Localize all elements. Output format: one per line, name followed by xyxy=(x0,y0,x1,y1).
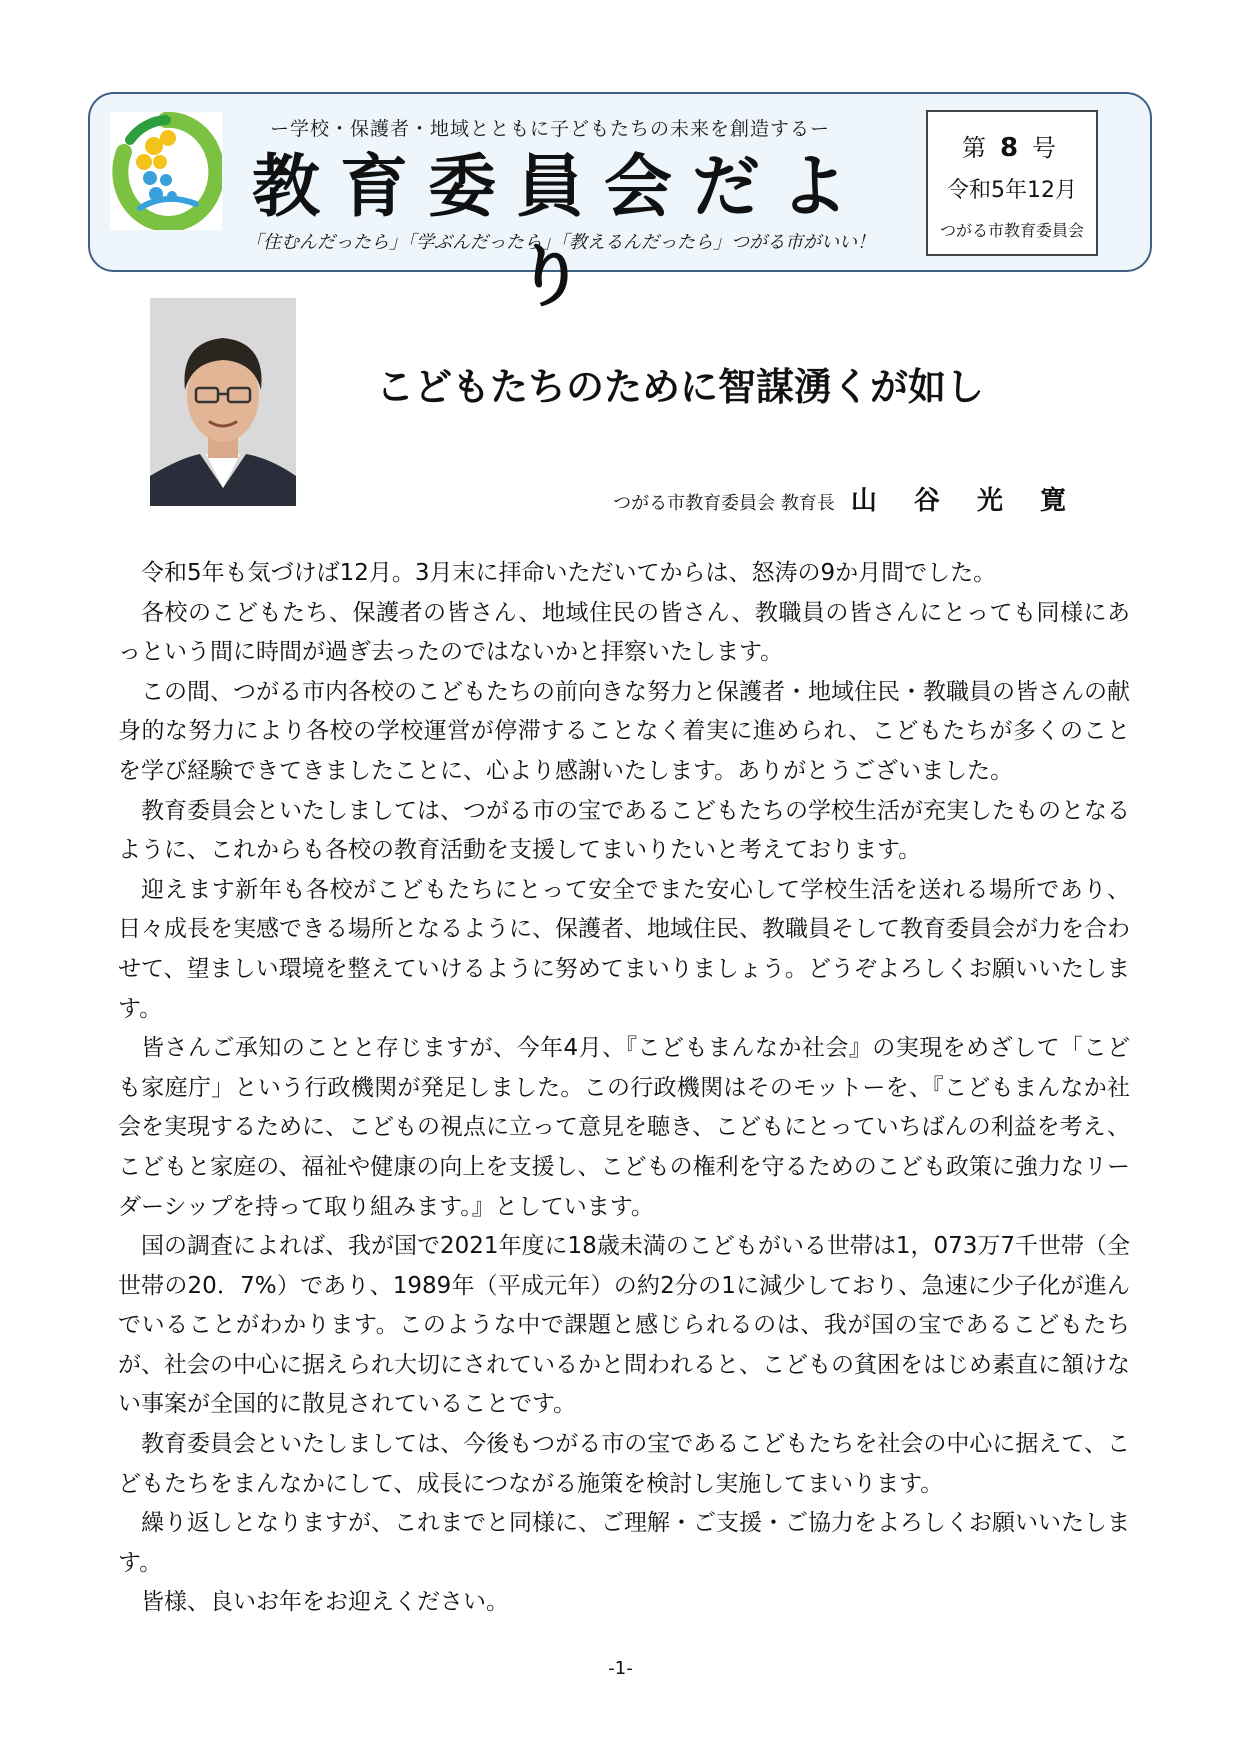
byline-position: つがる市教育委員会 教育長 xyxy=(613,493,835,514)
body-paragraph: 繰り返しとなりますが、これまでと同様に、ご理解・ご支援・ご協力をよろしくお願いいたします。 xyxy=(118,1510,1130,1576)
body-paragraph: 迎えます新年も各校がこどもたちにとって安全でまた安心して学校生活を送れる場所であり、日々成長を実感できる場所となるように、保護者、地域住民、教職員そして教育委員会が力を合わせて、望ましい環境を整えていけるように努めてまいりましょう。どうぞよろしくお願いいたします。 xyxy=(118,876,1130,1022)
header-subtitle: 「住むんだったら」「学ぶんだったら」「教えるんだったら」つがる市がいい！ xyxy=(245,232,875,253)
newsletter-title: 教育委員会だより xyxy=(251,147,868,317)
body-paragraph: 各校のこどもたち、保護者の皆さん、地域住民の皆さん、教職員の皆さんにとっても同様にあっという間に時間が過ぎ去ったのではないかと拝察いたします。 xyxy=(118,599,1130,666)
issue-number-value: 8 xyxy=(999,133,1025,163)
city-logo-icon xyxy=(110,112,222,230)
body-paragraph: 皆さんご承知のことと存じますが、今年4月、『こどもまんなか社会』の実現をめざして「こども家庭庁」という行政機関が発足しました。この行政機関はそのモットーを、『こどもまんなか社会を実現するために、こどもの視点に立って意見を聴き、こどもにとっていちばんの利益を考え、こどもと家庭の、福祉や健康の向上を支援し、こどもの権利を守るためのこども政策に強力なリーダーシップを持って取り組みます。』としています。 xyxy=(118,1035,1130,1220)
article-title: こどもたちのために智謀湧くが如し xyxy=(375,365,984,409)
body-paragraph: 教育委員会といたしましては、つがる市の宝であるこどもたちの学校生活が充実したものとなるように、これからも各校の教育活動を支援してまいりたいと考えております。 xyxy=(118,797,1130,864)
issue-suffix: 号 xyxy=(1032,134,1063,162)
body-paragraph: この間、つがる市内各校のこどもたちの前向きな努力と保護者・地域住民・教職員の皆さんの献身的な努力により各校の学校運営が停滞することなく着実に進められ、こどもたちが多くのことを学び経験できてきましたことに、心より感謝いたします。ありがとうございました。 xyxy=(118,678,1130,784)
issue-publisher: つがる市教育委員会 xyxy=(939,221,1084,240)
body-paragraph: 令和5年も気づけば12月。3月末に拝命いただいてからは、怒涛の9か月間でした。 xyxy=(141,560,997,586)
body-paragraph: 教育委員会といたしましては、今後もつがる市の宝であるこどもたちを社会の中心に据えて、こどもたちをまんなかにして、成長につながる施策を検討し実施してまいります。 xyxy=(118,1431,1130,1497)
issue-info-box xyxy=(926,110,1098,256)
issue-date: 令和5年12月 xyxy=(947,178,1077,203)
article-body xyxy=(118,554,1130,1623)
issue-number xyxy=(928,128,1096,163)
body-paragraph: 国の調査によれば、我が国で2021年度に18歳未満のこどもがいる世帯は1，073万7千世帯（全世帯の20．7%）であり、1989年（平成元年）の約2分の1に減少しており、急速に少子化が進んでいることがわかります。このような中で課題と感じられるのは、我が国の宝であるこどもたちが、社会の中心に据えられ大切にされているかと問われると、こどもの貧困をはじめ素直に頷けない事案が全国的に散見されていることです。 xyxy=(118,1233,1130,1418)
header-slogan: ー学校・保護者・地域とともに子どもたちの未来を創造するー xyxy=(269,118,830,140)
body-paragraph: 皆様、良いお年をお迎えください。 xyxy=(141,1589,509,1616)
newsletter-header xyxy=(88,92,1152,317)
page-number: -1- xyxy=(608,1658,633,1679)
article-byline xyxy=(560,480,1080,517)
byline-name: 山 谷 光 寛 xyxy=(850,486,1080,516)
issue-prefix: 第 xyxy=(961,134,992,162)
author-portrait xyxy=(150,298,296,506)
